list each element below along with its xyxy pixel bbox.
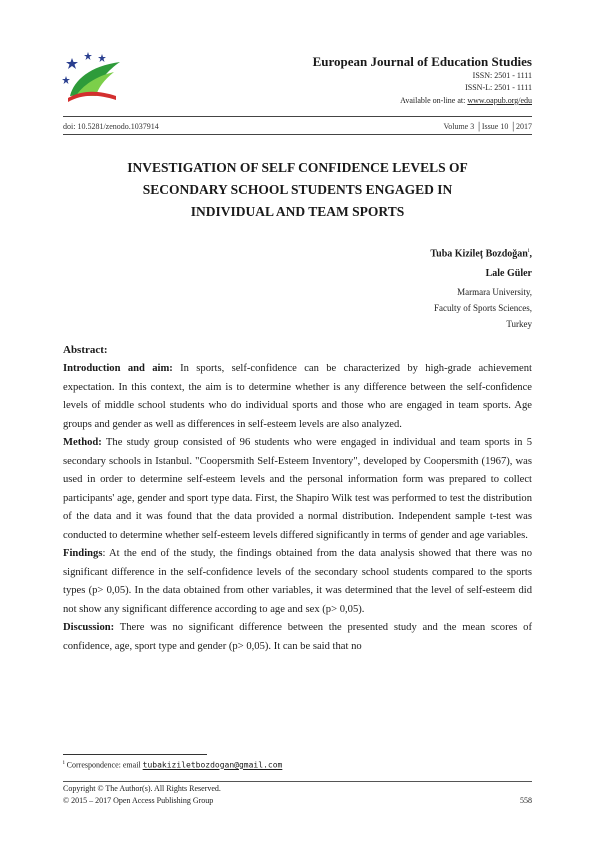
correspondence-email-link[interactable]: tubakiziletbozdogan@gmail.com — [142, 760, 283, 770]
copyright: Copyright © The Author(s). All Rights Reserved. — [63, 784, 221, 793]
intro-label: Introduction and aim: — [63, 363, 173, 374]
journal-title: European Journal of Education Studies — [312, 54, 532, 69]
affiliation-country: Turkey — [506, 319, 532, 330]
discussion-label: Discussion: — [63, 622, 115, 633]
footer-divider — [63, 781, 532, 782]
page-number: 558 — [520, 796, 532, 805]
doi: doi: 10.5281/zenodo.1037914 — [63, 122, 159, 131]
author-2: Lale Güler — [485, 268, 532, 280]
footnote-mark[interactable]: i — [527, 248, 530, 254]
journal-url-link[interactable]: www.oapub.org/edu — [467, 96, 532, 105]
affiliation-faculty: Faculty of Sports Sciences, — [434, 303, 532, 314]
author-1: Tuba Kizileț Bozdoğan$^i$, — [430, 248, 532, 260]
findings-label: Findings — [63, 548, 103, 559]
method-label: Method: — [63, 437, 102, 448]
abstract — [63, 340, 532, 656]
abstract-method: Method: The study group consisted of 96 students who were engaged in individual and team sports in 5 secondary schools in Istanbul. "Coopersmith Self-Esteem Inventory", developed by Coopersmith (1967), was used in order to determine self-esteem levels and the personal information form was prepared to collect participants' age, gender and sport type data. First, the Shapiro Wilk test was performed to test the distribution of the data and it was found that the data provided a normal distribution. Independent sample t-test was conducted to determine whether self-esteem levels differed significantly in terms of gender and age variables. — [63, 437, 532, 541]
abstract-intro: Introduction and aim: In sports, self-confidence can be characterized by high-grade achievement expectation. In this context, the aim is to determine whether is any difference between the self-confidence levels of middle school students who do individual sports and those who are engaged in team sports. Age groups and gender as well as differences in self-esteem levels are also analyzed. — [63, 363, 532, 430]
abstract-findings: Findings: At the end of the study, the findings obtained from the data analysis showed that there was no significant difference in the self-confidence levels of the secondary school students compared to the sports types (p> 0,05). In the data obtained from other variables, it was determined that the level of self-esteem did not show any significant difference according to age and sex (p> 0,05). — [63, 548, 532, 615]
article-title — [63, 157, 532, 223]
online-availability — [400, 96, 532, 105]
header-divider — [63, 116, 532, 117]
title-line: SECONDARY SCHOOL STUDENTS ENGAGED IN — [142, 182, 453, 197]
abstract-discussion: Discussion: There was no significant difference between the presented study and the mean scores of confidence, age, sport type and gender (p> 0,05). It can be said that no — [63, 622, 532, 652]
journal-logo-icon — [58, 50, 126, 102]
volume-issue: Volume 3 │Issue 10 │2017 — [443, 122, 532, 131]
affiliation-university: Marmara University, — [457, 287, 532, 298]
online-label: Available on-line at: — [400, 96, 468, 105]
issn: ISSN: 2501 - 1111 — [472, 71, 532, 80]
meta-divider — [63, 134, 532, 135]
title-line: INDIVIDUAL AND TEAM SPORTS — [190, 204, 405, 219]
title-line: INVESTIGATION OF SELF CONFIDENCE LEVELS OF — [127, 160, 468, 175]
publisher-copyright: © 2015 – 2017 Open Access Publishing Group — [63, 796, 214, 805]
authors-block — [430, 241, 532, 332]
issn-l: ISSN-L: 2501 - 1111 — [465, 83, 532, 92]
abstract-heading: Abstract: — [63, 344, 108, 356]
footnote-divider — [63, 754, 207, 755]
footnote: $^i$ Correspondence: email tubakiziletbozdogan@gmail.com — [63, 760, 283, 770]
footnote-mark: i — [63, 760, 65, 766]
